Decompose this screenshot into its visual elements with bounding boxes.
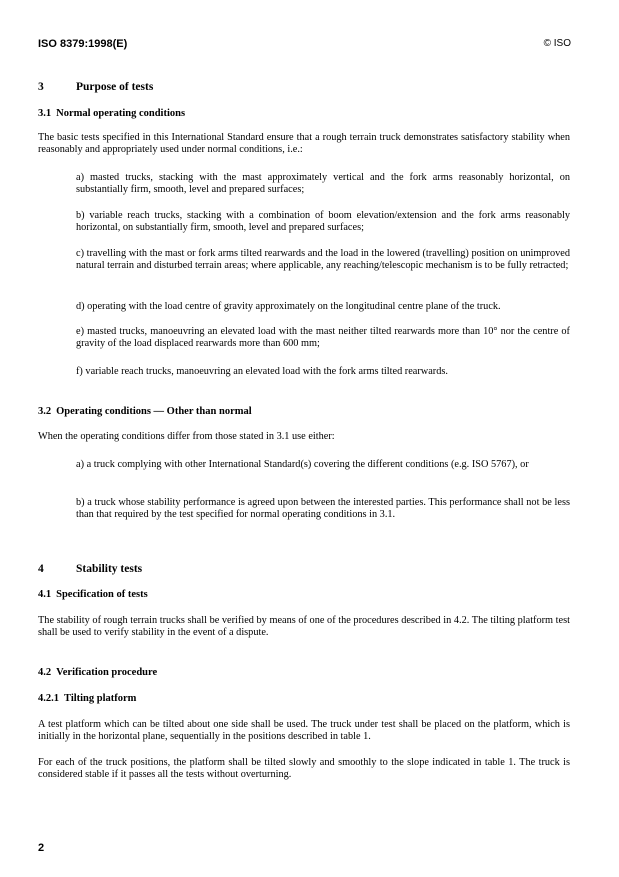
- paragraph: The basic tests specified in this International Standard ensure that a rough terrain truck demonstrates satisfactory stability when reasonably and appropriately used under normal conditions, i.e.:: [38, 132, 570, 155]
- list-item: b) a truck whose stability performance is agreed upon between the interested parties. This performance shall not be less than that required by the test specified for normal operating conditions in 3.1.: [76, 497, 570, 520]
- paragraph: When the operating conditions differ from those stated in 3.1 use either:: [38, 431, 335, 442]
- subsection-number: 4.2.1: [38, 693, 59, 704]
- subsection-4-2-1-heading: [38, 693, 136, 704]
- copyright-notice: © ISO: [543, 38, 571, 49]
- list-item: d) operating with the load centre of gravity approximately on the longitudinal centre plane of the truck.: [76, 301, 501, 312]
- subsection-4-2-heading: [38, 667, 157, 678]
- subsection-title: Operating conditions — Other than normal: [56, 406, 252, 417]
- list-item: a) masted trucks, stacking with the mast approximately vertical and the fork arms reasonably horizontal, on substantially firm, smooth, level and prepared surfaces;: [76, 172, 570, 195]
- subsection-number: 4.2: [38, 667, 52, 678]
- section-title: Stability tests: [76, 563, 143, 575]
- section-4-heading: [38, 563, 142, 575]
- subsection-3-2-heading: [38, 406, 252, 417]
- subsection-title: Normal operating conditions: [56, 108, 186, 119]
- paragraph: For each of the truck positions, the platform shall be tilted slowly and smoothly to the slope indicated in table 1. The truck is considered stable if it passes all the tests without overturning.: [38, 757, 570, 780]
- section-number: 3: [38, 81, 44, 93]
- subsection-title: Tilting platform: [64, 693, 137, 704]
- paragraph: A test platform which can be tilted about one side shall be used. The truck under test shall be placed on the platform, which is initially in the horizontal plane, sequentially in the positions described in table 1.: [38, 719, 570, 742]
- list-item: c) travelling with the mast or fork arms tilted rearwards and the load in the lowered (travelling) position on unimproved natural terrain and disturbed terrain areas; where applicable, any reaching/telescopic mechanism is to be fully retracted;: [76, 248, 570, 271]
- section-number: 4: [38, 563, 44, 575]
- subsection-number: 3.2: [38, 406, 52, 417]
- list-item: e) masted trucks, manoeuvring an elevated load with the mast neither tilted rearwards more than 10° nor the centre of gravity of the load displaced rearwards more than 600 mm;: [76, 326, 570, 349]
- paragraph: The stability of rough terrain trucks shall be verified by means of one of the procedures described in 4.2. The tilting platform test shall be used to verify stability in the event of a dispute.: [38, 615, 570, 638]
- list-item: b) variable reach trucks, stacking with a combination of boom elevation/extension and the fork arms reasonably horizontal, on substantially firm, smooth, level and prepared surfaces;: [76, 210, 570, 233]
- section-title: Purpose of tests: [76, 81, 154, 93]
- section-3-heading: [38, 81, 153, 93]
- subsection-3-1-heading: [38, 108, 185, 119]
- subsection-number: 4.1: [38, 589, 52, 600]
- subsection-title: Specification of tests: [56, 589, 148, 600]
- subsection-number: 3.1: [38, 108, 52, 119]
- subsection-4-1-heading: [38, 589, 148, 600]
- subsection-title: Verification procedure: [56, 667, 158, 678]
- page-number: 2: [38, 842, 45, 854]
- list-item: f) variable reach trucks, manoeuvring an elevated load with the fork arms tilted rearwards.: [76, 366, 448, 377]
- document-id: ISO 8379:1998(E): [38, 38, 128, 50]
- list-item: a) a truck complying with other International Standard(s) covering the different conditions (e.g. ISO 5767), or: [76, 459, 529, 470]
